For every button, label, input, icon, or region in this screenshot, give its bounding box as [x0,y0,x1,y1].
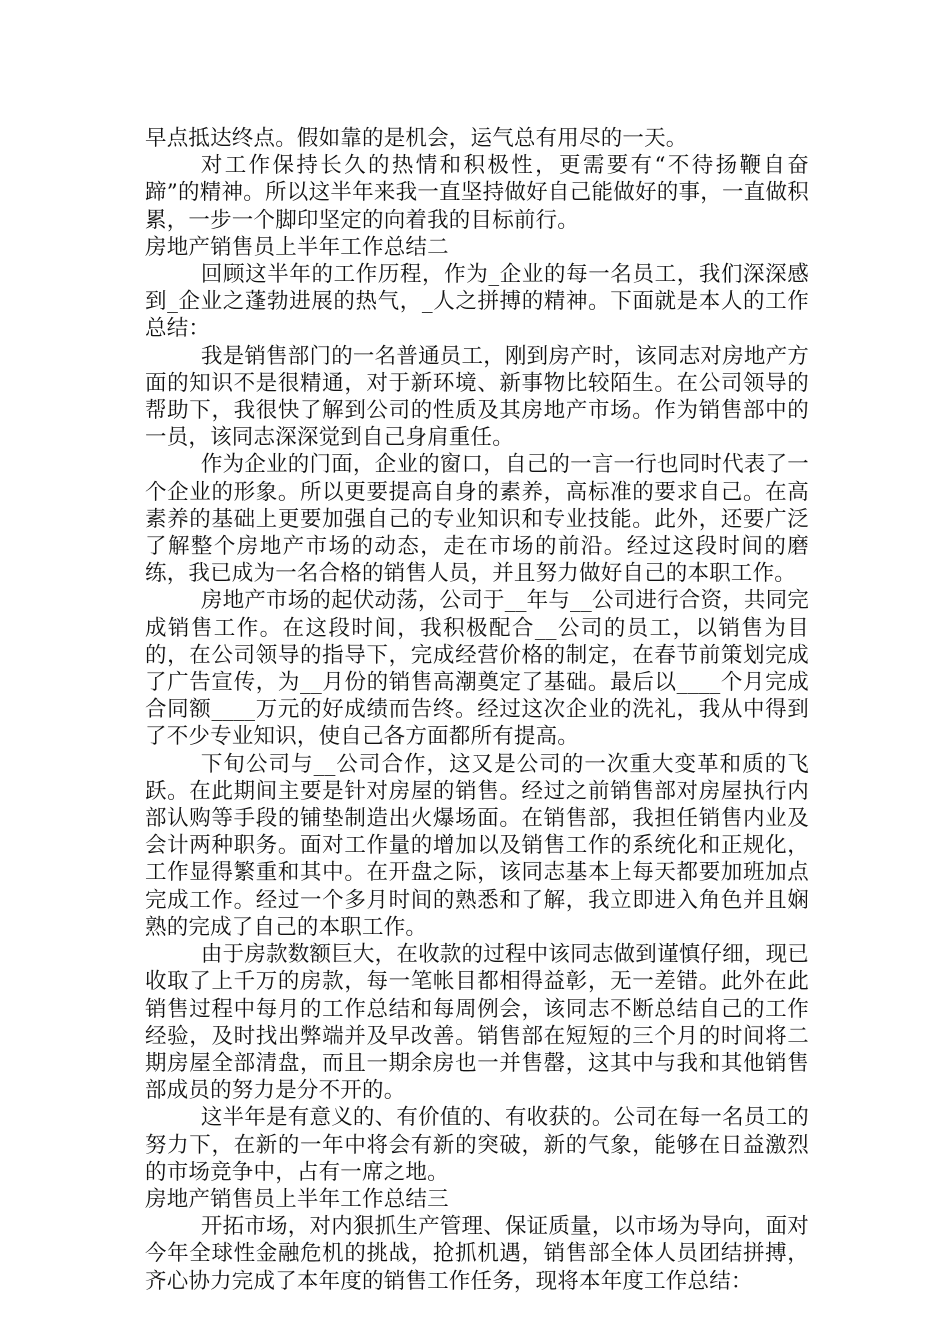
paragraph: 回顾这半年的工作历程，作为_企业的每一名员工，我们深深感到_企业之蓬勃进展的热气，_人之拼搏的精神。下面就是本人的工作总结： [145,262,809,342]
paragraph: 房地产市场的起伏动荡，公司于__年与__公司进行合资，共同完成销售工作。在这段时间，我积极配合__公司的员工，以销售为目的，在公司领导的指导下，完成经营价格的制定，在春节前策划完成了广告宣传，为__月份的销售高潮奠定了基础。最后以____个月完成合同额____万元的好成绩而告终。经过这次企业的洗礼，我从中得到了不少专业知识，使自己各方面都所有提高。 [145,588,809,750]
paragraph: 由于房款数额巨大，在收款的过程中该同志做到谨慎仔细，现已收取了上千万的房款，每一笔帐目都相得益彰，无一差错。此外在此销售过程中每月的工作总结和每周例会，该同志不断总结自己的工作经验，及时找出弊端并及早改善。销售部在短短的三个月的时间将二期房屋全部清盘，而且一期余房也一并售罄，这其中与我和其他销售部成员的努力是分不开的。 [145,942,809,1104]
paragraph: 对工作保持长久的热情和积极性，更需要有“不待扬鞭自奋蹄”的精神。所以这半年来我一直坚持做好自己能做好的事，一直做积累，一步一个脚印坚定的向着我的目标前行。 [145,153,809,233]
section-heading: 房地产销售员上半年工作总结三 [145,1186,449,1212]
paragraph: 早点抵达终点。假如靠的是机会，运气总有用尽的一天。 [145,126,688,151]
paragraph: 作为企业的门面，企业的窗口，自己的一言一行也同时代表了一个企业的形象。所以更要提高自身的素养，高标准的要求自己。在高素养的基础上更要加强自己的专业知识和专业技能。此外，还要广泛了解整个房地产市场的动态，走在市场的前沿。经过这段时间的磨练，我已成为一名合格的销售人员，并且努力做好自己的本职工作。 [145,452,809,587]
document-page [145,125,809,1295]
paragraph: 我是销售部门的一名普通员工，刚到房产时，该同志对房地产方面的知识不是很精通，对于新环境、新事物比较陌生。在公司领导的帮助下，我很快了解到公司的性质及其房地产市场。作为销售部中的一员，该同志深深觉到自己身肩重任。 [145,343,809,451]
paragraph: 开拓市场，对内狠抓生产管理、保证质量，以市场为导向，面对今年全球性金融危机的挑战，抢抓机遇，销售部全体人员团结拼搏，齐心协力完成了本年度的销售工作任务，现将本年度工作总结： [145,1214,809,1294]
section-heading: 房地产销售员上半年工作总结二 [145,234,449,260]
paragraph: 这半年是有意义的、有价值的、有收获的。公司在每一名员工的努力下，在新的一年中将会有新的突破，新的气象，能够在日益激烈的市场竞争中，占有一席之地。 [145,1105,809,1185]
paragraph: 下旬公司与__公司合作，这又是公司的一次重大变革和质的飞跃。在此期间主要是针对房屋的销售。经过之前销售部对房屋执行内部认购等手段的铺垫制造出火爆场面。在销售部，我担任销售内业及会计两种职务。面对工作量的增加以及销售工作的系统化和正规化，工作显得繁重和其中。在开盘之际，该同志基本上每天都要加班加点完成工作。经过一个多月时间的熟悉和了解，我立即进入角色并且娴熟的完成了自己的本职工作。 [145,751,809,940]
